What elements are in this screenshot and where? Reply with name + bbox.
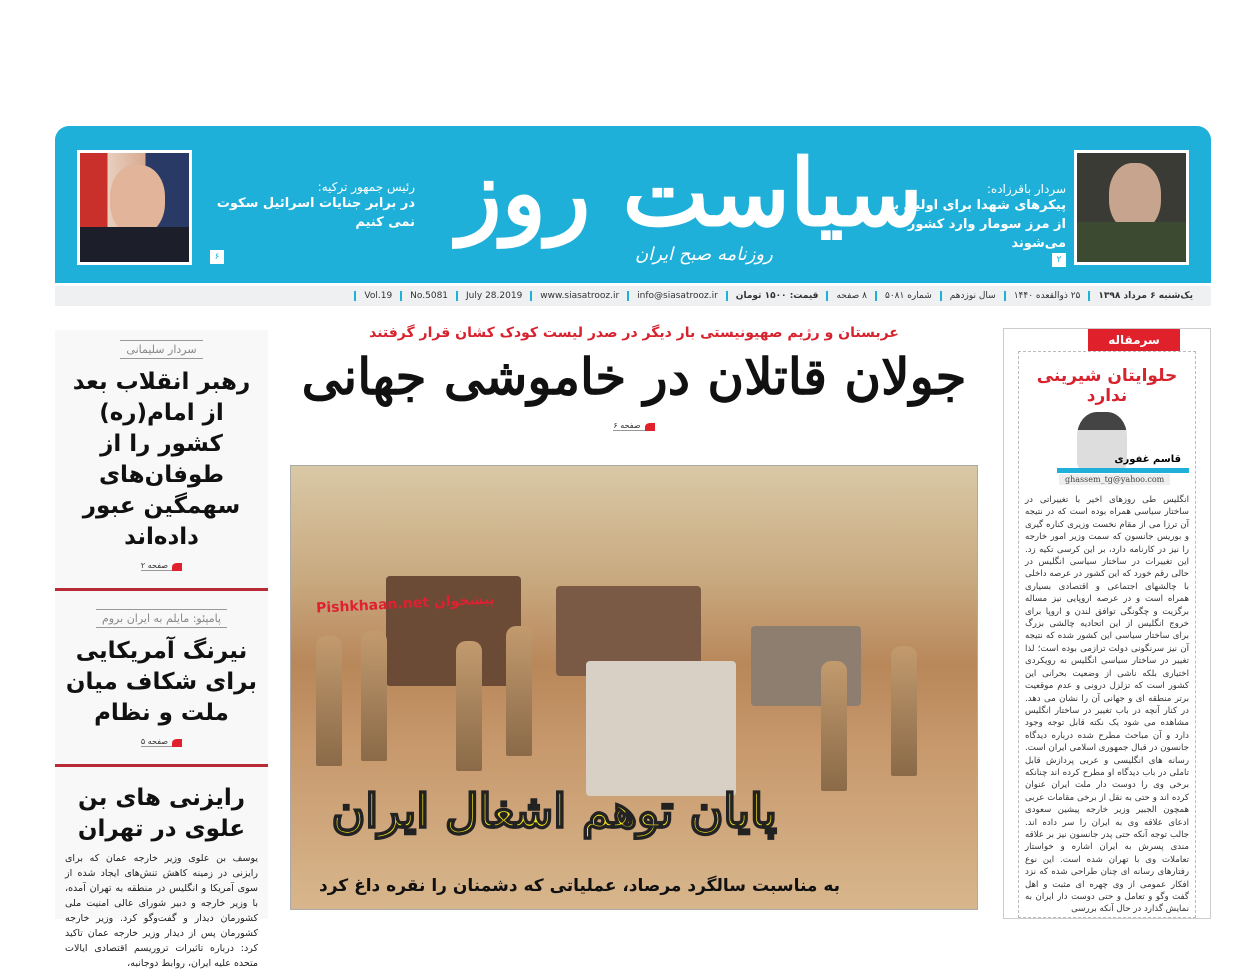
- date: یک‌شنبه ۶ مرداد ۱۳۹۸: [1088, 291, 1201, 301]
- watermark: پیشخوان Pishkhaan.net: [315, 591, 495, 617]
- issue-info-bar: [55, 286, 1211, 306]
- year: سال نوزدهم: [940, 291, 1004, 301]
- page-number-badge: ۶: [210, 250, 224, 264]
- editorial-title[interactable]: حلوایتان شیرینی ندارد: [1036, 366, 1178, 406]
- teaser-kicker: سردار باقرزاده:: [986, 182, 1066, 196]
- header-teaser-left[interactable]: [205, 180, 415, 232]
- page-ref[interactable]: صفحه ۵: [141, 737, 182, 747]
- story-kicker: پامپئو: مایلم به ایران بروم: [96, 609, 227, 628]
- header-teaser-right[interactable]: [876, 182, 1066, 253]
- newspaper-name: سیاست روز: [457, 139, 923, 247]
- divider: [55, 588, 268, 591]
- newspaper-subtitle: روزنامه صبح ایران: [635, 244, 773, 265]
- editorial-column: [1003, 328, 1211, 919]
- website-link[interactable]: www.siasatrooz.ir: [530, 291, 627, 301]
- story-headline: رایزنی های بن علوی در تهران: [77, 785, 246, 842]
- supra-headline: عربستان و رژیم صهیونیستی بار دیگر در صدر لیست کودک کشان قرار گرفتند: [369, 325, 899, 341]
- page-number-badge: ۲: [1052, 253, 1066, 267]
- teaser-headline: در برابر جنایات اسرائیل سکوت نمی کنیم: [216, 196, 415, 230]
- page-count: ۸ صفحه: [826, 291, 875, 301]
- masthead-banner: [55, 126, 1211, 283]
- number-en: No.5081: [400, 291, 456, 301]
- story-kicker: سردار سلیمانی: [120, 340, 202, 359]
- author-name: قاسم غفوری: [1114, 454, 1181, 465]
- photo-headline: پایان توهم اشغال ایران: [331, 784, 777, 838]
- divider: [55, 764, 268, 767]
- date-en: July 28.2019: [456, 291, 530, 301]
- main-photo[interactable]: [290, 465, 978, 910]
- editorial-body: انگلیس طی روزهای اخیر با تغییراتی در ساختار سیاسی همراه بوده است که در نتیجه آن ترزا می از مقام نخست وزیری کناره گیری و بوریس جانسون که سمت وزیر امور خارجه را نیز در کارنامه دارد، بر این کرسی تکیه زد. این تغییرات در ساختار سیاسی انگلیس در حالی رقم خورد که این کشور در عرصه داخلی با چالشهای اجتماعی و اقتصادی بسیاری همراه است و در عرصه اروپایی نیز مساله برگزیت و چگونگی توافق لندن و اروپا برای خروج انگلیس از این اتحادیه چالشی بزرگ برای ساختار سیاسی این کشور شده که نتیجه آن نیز سرنگونی دولت ترازمی بوده است؛ لذا تغییر در ساختار سیاسی انگلیس نه رویکردی اختیاری بلکه ناشی از وضعیت بحرانی این کشور است که تزلزل درونی و عدم موقعیت برتر منطقه ای و جهانی آن را نشان می دهد. در کنار آنچه در باب تغییر در ساختار انگلیس مشاهده می شود یک نکته قابل توجه وجود دارد و آن مباحث مطرح شده درباره دیدگاه جانسون در قبال جمهوری اسلامی ایران است. رسانه های انگلیسی و عربی پردازش قابل تاملی در باب دیدگاه او مطرح کرده اند چنانکه برخی وی را دوست دار ملت ایران عنوان کرده اند و حتی به نقل از برخی مقامات عربی همچون الجبیر وزیر خارجه پیشین سعودی ادعای علاقه وی به ایران را سر داده اند. جالب توجه آنکه حتی پدر جانسون نیز بر علاقه مندی پسرش به ایران اشاره و خواستار تعاملات وی با تهران شده است. این نوع رفتارهای رسانه ای چنان طراحی شده که نزد افکار عمومی از وی چهره ای مثبت و اهل گفت وگو و تعامل و حتی دوست دار ایران به نمایش گذارد در حال آنکه بررسی: [1025, 495, 1189, 915]
- photo-subheadline: به مناسبت سالگرد مرصاد، عملیاتی که دشمنان را نقره داغ کرد: [319, 876, 841, 896]
- teaser-kicker: رئیس جمهور ترکیه:: [317, 180, 415, 194]
- editorial-tag: سرمقاله: [1088, 329, 1180, 351]
- story-soleimani[interactable]: [55, 330, 268, 580]
- volume-en: Vol.19: [354, 291, 400, 301]
- page-ref[interactable]: صفحه ۲: [141, 561, 182, 571]
- story-body: یوسف بن علوی وزیر خارجه عمان که برای رایزنی در زمینه کاهش تنش‌های ایجاد شده از سوی آمریکا و انگلیس در منطقه به تهران آمده، با وزیر خارجه و دبیر شورای عالی امنیت ملی کشورمان دیدار و گفت‌وگو کرد. وزیر خارجه کشورمان پس از دیدار وزیر خارجه عمان تاکید کرد: درباره تاثیرات تروریسم اقتصادی ایالات متحده علیه ایران، روابط دوجانبه،: [65, 853, 258, 969]
- newspaper-logo: [440, 126, 940, 283]
- author-email[interactable]: ghassem_tg@yahoo.com: [1059, 474, 1170, 485]
- hijri-date: ۲۵ ذوالقعده ۱۴۴۰: [1004, 291, 1089, 301]
- story-headline: رهبر انقلاب بعد از امام(ره) کشور را از طوفان‌های سهمگین عبور داده‌اند: [72, 369, 251, 550]
- story-bin-alawi[interactable]: [55, 775, 268, 979]
- teaser-photo-erdogan[interactable]: [77, 150, 192, 265]
- issue-number: شماره ۵۰۸۱: [875, 291, 940, 301]
- page-ref[interactable]: صفحه ۶: [613, 421, 654, 431]
- teaser-photo-bagherzadeh[interactable]: [1074, 150, 1189, 265]
- main-headline[interactable]: جولان قاتلان در خاموشی جهانی: [301, 347, 967, 406]
- price: قیمت: ۱۵۰۰ تومان: [726, 291, 827, 301]
- main-story: [290, 325, 978, 896]
- author-bar: [1057, 468, 1189, 473]
- left-column: [55, 330, 268, 969]
- email-link[interactable]: info@siasatrooz.ir: [627, 291, 726, 301]
- story-headline: نیرنگ آمریکایی برای شکاف میان ملت و نظام: [65, 638, 258, 726]
- story-pompeo[interactable]: [55, 599, 268, 756]
- teaser-headline: پیکرهای شهدا برای اولین بار از مرز سومار وارد کشور می‌شوند: [881, 198, 1066, 251]
